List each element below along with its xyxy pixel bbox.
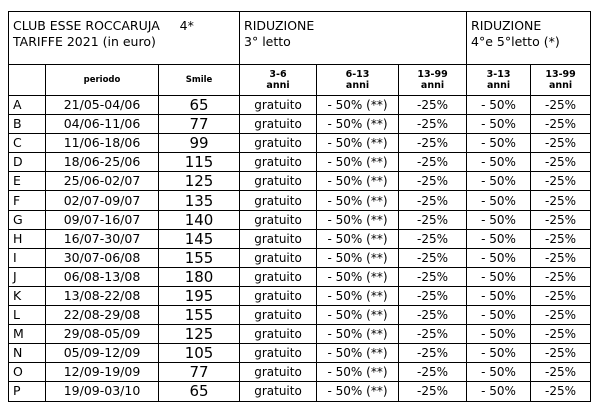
reduction-6-13: - 50% (**): [317, 325, 399, 344]
reduction-3-6: gratuito: [240, 363, 317, 382]
reduction-3-6: gratuito: [240, 286, 317, 305]
row-period: 04/06-11/06: [46, 115, 159, 134]
third-bed-label: 3° letto: [244, 34, 291, 49]
row-price: 155: [159, 306, 240, 325]
reduction-13-99-second: -25%: [531, 248, 591, 267]
reduction-13-99-second: -25%: [531, 96, 591, 115]
reduction-6-13: - 50% (**): [317, 286, 399, 305]
table-row: [9, 382, 591, 401]
reduction-3-6: gratuito: [240, 210, 317, 229]
reduction-3-6: gratuito: [240, 153, 317, 172]
row-price: 125: [159, 172, 240, 191]
rates-table: [8, 11, 591, 402]
table-row: [9, 115, 591, 134]
reduction-3-6: gratuito: [240, 172, 317, 191]
reduction-3-13: - 50%: [467, 153, 531, 172]
reduction-3-13: - 50%: [467, 267, 531, 286]
row-code: L: [9, 306, 46, 325]
row-code: B: [9, 115, 46, 134]
row-period: 22/08-29/08: [46, 306, 159, 325]
reduction-13-99-second: -25%: [531, 153, 591, 172]
reduction-13-99-second: -25%: [531, 229, 591, 248]
reduction-3-13: - 50%: [467, 96, 531, 115]
row-period: 11/06-18/06: [46, 134, 159, 153]
reduction-3-13: - 50%: [467, 210, 531, 229]
code-column-header: [9, 65, 46, 96]
reduction-6-13: - 50% (**): [317, 344, 399, 363]
table-row: [9, 286, 591, 305]
row-code: F: [9, 191, 46, 210]
row-code: J: [9, 267, 46, 286]
reduction-6-13: - 50% (**): [317, 248, 399, 267]
column-header-row: [9, 65, 591, 96]
reduction-6-13: - 50% (**): [317, 210, 399, 229]
reduction-6-13: - 50% (**): [317, 115, 399, 134]
row-price: 77: [159, 363, 240, 382]
row-period: 06/08-13/08: [46, 267, 159, 286]
reduction-3-6: gratuito: [240, 325, 317, 344]
reduction-label-1: RIDUZIONE: [244, 18, 315, 33]
table-row: [9, 363, 591, 382]
row-price: 145: [159, 229, 240, 248]
reduction-13-99: -25%: [399, 210, 467, 229]
reduction-3-13: - 50%: [467, 325, 531, 344]
reduction-6-13: - 50% (**): [317, 96, 399, 115]
row-code: O: [9, 363, 46, 382]
row-code: A: [9, 96, 46, 115]
reduction-third-bed-header: [240, 12, 467, 65]
age-13-99-second-header: 13-99 anni: [531, 65, 591, 96]
row-code: K: [9, 286, 46, 305]
reduction-13-99-second: -25%: [531, 286, 591, 305]
table-row: [9, 306, 591, 325]
smile-column-header: Smile: [159, 65, 240, 96]
reduction-3-13: - 50%: [467, 229, 531, 248]
reduction-6-13: - 50% (**): [317, 363, 399, 382]
reduction-13-99: -25%: [399, 134, 467, 153]
reduction-13-99-second: -25%: [531, 210, 591, 229]
reduction-13-99: -25%: [399, 286, 467, 305]
reduction-3-13: - 50%: [467, 172, 531, 191]
reduction-13-99-second: -25%: [531, 344, 591, 363]
row-price: 180: [159, 267, 240, 286]
table-row: [9, 229, 591, 248]
table-row: [9, 210, 591, 229]
table-row: [9, 344, 591, 363]
row-price: 65: [159, 382, 240, 401]
reduction-13-99-second: -25%: [531, 363, 591, 382]
tariff-year: TARIFFE 2021 (in euro): [13, 34, 156, 49]
reduction-13-99-second: -25%: [531, 382, 591, 401]
row-code: I: [9, 248, 46, 267]
age-3-13-header: 3-13 anni: [467, 65, 531, 96]
reduction-3-13: - 50%: [467, 286, 531, 305]
row-period: 18/06-25/06: [46, 153, 159, 172]
reduction-13-99: -25%: [399, 344, 467, 363]
reduction-6-13: - 50% (**): [317, 191, 399, 210]
reduction-13-99: -25%: [399, 115, 467, 134]
row-code: N: [9, 344, 46, 363]
title-row: [9, 12, 591, 65]
age-13-99-header: 13-99 anni: [399, 65, 467, 96]
row-period: 30/07-06/08: [46, 248, 159, 267]
reduction-3-13: - 50%: [467, 248, 531, 267]
reduction-6-13: - 50% (**): [317, 153, 399, 172]
row-period: 12/09-19/09: [46, 363, 159, 382]
reduction-13-99: -25%: [399, 248, 467, 267]
row-price: 140: [159, 210, 240, 229]
club-name: CLUB ESSE ROCCARUJA: [13, 18, 160, 33]
reduction-13-99-second: -25%: [531, 325, 591, 344]
row-period: 05/09-12/09: [46, 344, 159, 363]
row-period: 02/07-09/07: [46, 191, 159, 210]
age-6-13-header: 6-13 anni: [317, 65, 399, 96]
rates-body: [9, 96, 591, 402]
reduction-13-99: -25%: [399, 306, 467, 325]
reduction-3-6: gratuito: [240, 96, 317, 115]
reduction-13-99: -25%: [399, 172, 467, 191]
reduction-label-2: RIDUZIONE: [471, 18, 542, 33]
row-price: 115: [159, 153, 240, 172]
reduction-3-13: - 50%: [467, 191, 531, 210]
row-price: 77: [159, 115, 240, 134]
reduction-13-99: -25%: [399, 191, 467, 210]
reduction-3-6: gratuito: [240, 306, 317, 325]
reduction-13-99-second: -25%: [531, 115, 591, 134]
reduction-3-6: gratuito: [240, 382, 317, 401]
row-price: 125: [159, 325, 240, 344]
reduction-6-13: - 50% (**): [317, 306, 399, 325]
row-price: 195: [159, 286, 240, 305]
row-period: 29/08-05/09: [46, 325, 159, 344]
rates-document: [8, 11, 591, 402]
club-title: [9, 12, 240, 65]
reduction-3-13: - 50%: [467, 344, 531, 363]
row-price: 105: [159, 344, 240, 363]
table-row: [9, 191, 591, 210]
table-row: [9, 248, 591, 267]
reduction-6-13: - 50% (**): [317, 382, 399, 401]
reduction-3-6: gratuito: [240, 134, 317, 153]
reduction-13-99-second: -25%: [531, 191, 591, 210]
table-row: [9, 325, 591, 344]
age-3-6-header: 3-6 anni: [240, 65, 317, 96]
table-row: [9, 134, 591, 153]
row-period: 16/07-30/07: [46, 229, 159, 248]
reduction-13-99: -25%: [399, 325, 467, 344]
row-code: H: [9, 229, 46, 248]
row-code: M: [9, 325, 46, 344]
reduction-13-99-second: -25%: [531, 306, 591, 325]
row-code: D: [9, 153, 46, 172]
reduction-6-13: - 50% (**): [317, 172, 399, 191]
reduction-3-13: - 50%: [467, 115, 531, 134]
row-period: 25/06-02/07: [46, 172, 159, 191]
reduction-3-13: - 50%: [467, 382, 531, 401]
row-period: 21/05-04/06: [46, 96, 159, 115]
reduction-13-99: -25%: [399, 229, 467, 248]
reduction-6-13: - 50% (**): [317, 229, 399, 248]
reduction-13-99: -25%: [399, 153, 467, 172]
row-period: 13/08-22/08: [46, 286, 159, 305]
reduction-3-6: gratuito: [240, 267, 317, 286]
reduction-fourth-fifth-bed-header: [467, 12, 591, 65]
reduction-3-6: gratuito: [240, 229, 317, 248]
row-price: 155: [159, 248, 240, 267]
row-code: E: [9, 172, 46, 191]
reduction-13-99: -25%: [399, 96, 467, 115]
table-row: [9, 172, 591, 191]
reduction-3-6: gratuito: [240, 248, 317, 267]
period-column-header: periodo: [46, 65, 159, 96]
row-period: 09/07-16/07: [46, 210, 159, 229]
reduction-13-99-second: -25%: [531, 172, 591, 191]
reduction-3-6: gratuito: [240, 344, 317, 363]
reduction-13-99-second: -25%: [531, 134, 591, 153]
row-code: G: [9, 210, 46, 229]
reduction-6-13: - 50% (**): [317, 134, 399, 153]
row-code: C: [9, 134, 46, 153]
reduction-13-99-second: -25%: [531, 267, 591, 286]
table-row: [9, 96, 591, 115]
fourth-fifth-bed-label: 4°e 5°letto (*): [471, 34, 560, 49]
reduction-3-6: gratuito: [240, 191, 317, 210]
row-period: 19/09-03/10: [46, 382, 159, 401]
reduction-6-13: - 50% (**): [317, 267, 399, 286]
row-price: 135: [159, 191, 240, 210]
reduction-3-13: - 50%: [467, 134, 531, 153]
row-price: 99: [159, 134, 240, 153]
table-row: [9, 267, 591, 286]
reduction-13-99: -25%: [399, 267, 467, 286]
reduction-13-99: -25%: [399, 363, 467, 382]
club-stars: 4*: [179, 18, 194, 33]
reduction-3-13: - 50%: [467, 306, 531, 325]
table-row: [9, 153, 591, 172]
reduction-3-6: gratuito: [240, 115, 317, 134]
reduction-3-13: - 50%: [467, 363, 531, 382]
row-price: 65: [159, 96, 240, 115]
reduction-13-99: -25%: [399, 382, 467, 401]
row-code: P: [9, 382, 46, 401]
